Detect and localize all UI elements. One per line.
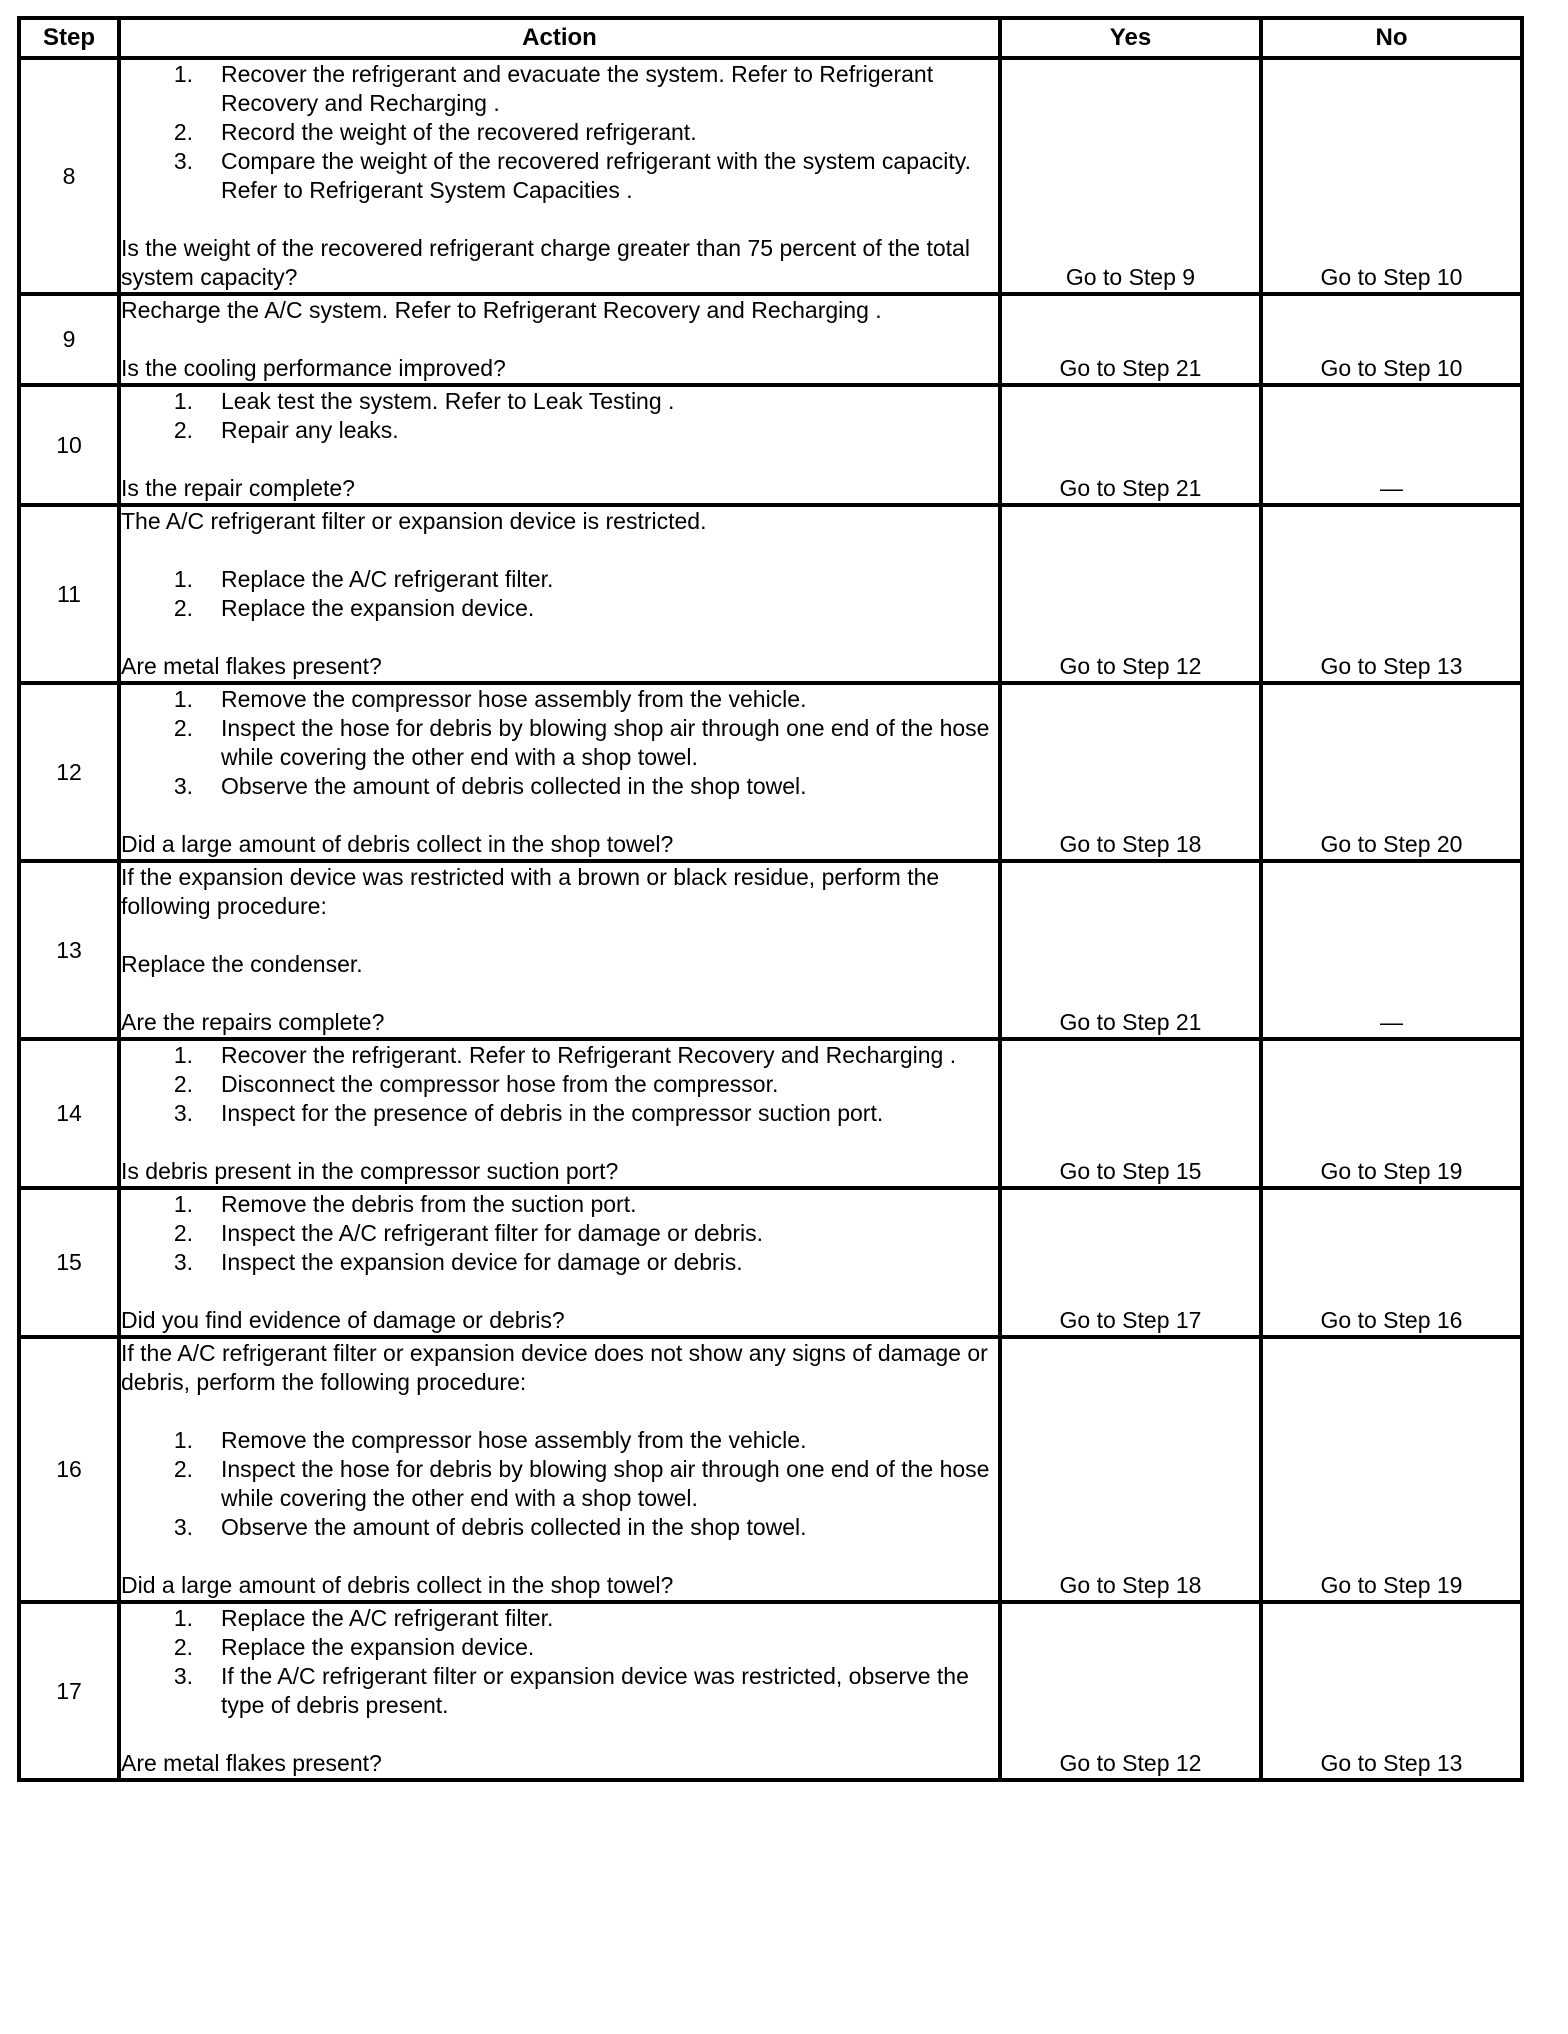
step-question: Did you find evidence of damage or debris?: [121, 1307, 565, 1333]
step-question: Are the repairs complete?: [121, 1009, 385, 1035]
table-row: [19, 58, 1522, 294]
procedure-item-number: 1.: [173, 1191, 193, 1217]
procedure-item-text: Repair any leaks.: [221, 417, 399, 443]
procedure-item: [121, 1190, 998, 1219]
spacer: [121, 801, 998, 830]
procedure-item-text: Replace the A/C refrigerant filter.: [221, 1605, 554, 1631]
procedure-item-text: Observe the amount of debris collected in the shop towel.: [221, 773, 807, 799]
procedure-item: [121, 594, 998, 623]
procedure-item-text: Recover the refrigerant and evacuate the system. Refer to Refrigerant Recovery and Recharging .: [221, 61, 934, 116]
action-cell: [119, 1602, 1000, 1780]
procedure-item-number: 1.: [173, 1042, 193, 1068]
procedure-list: [121, 60, 998, 205]
step-question: Are metal flakes present?: [121, 1750, 382, 1776]
yes-result: Go to Step 12: [1000, 1602, 1261, 1780]
no-result: —: [1261, 385, 1522, 505]
procedure-item-number: 2.: [173, 1456, 193, 1482]
spacer: [121, 445, 998, 474]
step-number: 11: [19, 505, 119, 683]
spacer: [121, 325, 998, 354]
procedure-item-number: 1.: [173, 686, 193, 712]
procedure-item-text: Disconnect the compressor hose from the compressor.: [221, 1071, 779, 1097]
step-question: Did a large amount of debris collect in the shop towel?: [121, 831, 674, 857]
procedure-item: [121, 714, 998, 772]
step-question: Did a large amount of debris collect in the shop towel?: [121, 1572, 674, 1598]
procedure-item: [121, 1426, 998, 1455]
procedure-item-number: 3.: [173, 1100, 193, 1126]
spacer: [121, 1277, 998, 1306]
procedure-item-number: 2.: [173, 417, 193, 443]
procedure-item: [121, 387, 998, 416]
spacer: [121, 536, 998, 565]
procedure-item-number: 1.: [173, 566, 193, 592]
action-cell: [119, 1188, 1000, 1337]
procedure-list: [121, 387, 998, 445]
header-yes: Yes: [1000, 18, 1261, 58]
yes-result: Go to Step 18: [1000, 1337, 1261, 1602]
header-step: Step: [19, 18, 119, 58]
action-paragraph: If the expansion device was restricted with a brown or black residue, perform the following procedure:: [121, 864, 940, 919]
no-result: Go to Step 13: [1261, 505, 1522, 683]
header-row: [19, 18, 1522, 58]
procedure-item-number: 1.: [173, 61, 193, 87]
table-row: [19, 861, 1522, 1039]
procedure-item-number: 2.: [173, 1220, 193, 1246]
no-result: Go to Step 16: [1261, 1188, 1522, 1337]
procedure-item: [121, 1219, 998, 1248]
action-paragraph: Replace the condenser.: [121, 951, 363, 977]
spacer: [121, 1542, 998, 1571]
procedure-item-number: 2.: [173, 715, 193, 741]
yes-result: Go to Step 12: [1000, 505, 1261, 683]
table-row: [19, 1039, 1522, 1188]
table-row: [19, 385, 1522, 505]
table-body: [19, 58, 1522, 1780]
procedure-item-text: Remove the debris from the suction port.: [221, 1191, 637, 1217]
table-header: [19, 18, 1522, 58]
procedure-item-text: Inspect the A/C refrigerant filter for damage or debris.: [221, 1220, 764, 1246]
action-paragraph: Recharge the A/C system. Refer to Refrigerant Recovery and Recharging .: [121, 297, 882, 323]
procedure-list: [121, 685, 998, 801]
diagnostic-table: [17, 16, 1524, 1782]
no-result: Go to Step 19: [1261, 1337, 1522, 1602]
procedure-item-text: Inspect the hose for debris by blowing shop air through one end of the hose while covering the other end with a shop towel.: [221, 1456, 990, 1511]
procedure-item-text: Remove the compressor hose assembly from the vehicle.: [221, 1427, 807, 1453]
procedure-item-number: 2.: [173, 1634, 193, 1660]
table-row: [19, 1188, 1522, 1337]
step-number: 13: [19, 861, 119, 1039]
procedure-item-number: 3.: [173, 773, 193, 799]
action-paragraph: If the A/C refrigerant filter or expansion device does not show any signs of damage or debris, perform the following procedure:: [121, 1340, 988, 1395]
procedure-item-number: 3.: [173, 148, 193, 174]
procedure-item: [121, 1070, 998, 1099]
action-cell: [119, 294, 1000, 385]
spacer: [121, 205, 998, 234]
spacer: [121, 1397, 998, 1426]
procedure-item-number: 2.: [173, 1071, 193, 1097]
procedure-list: [121, 565, 998, 623]
spacer: [121, 623, 998, 652]
procedure-item: [121, 565, 998, 594]
yes-result: Go to Step 17: [1000, 1188, 1261, 1337]
step-question: Are metal flakes present?: [121, 653, 382, 679]
table-row: [19, 1602, 1522, 1780]
procedure-item: [121, 60, 998, 118]
step-number: 9: [19, 294, 119, 385]
procedure-item-text: Record the weight of the recovered refrigerant.: [221, 119, 697, 145]
step-number: 14: [19, 1039, 119, 1188]
header-action: Action: [119, 18, 1000, 58]
procedure-list: [121, 1190, 998, 1277]
procedure-item-text: Observe the amount of debris collected in the shop towel.: [221, 1514, 807, 1540]
no-result: Go to Step 13: [1261, 1602, 1522, 1780]
procedure-item-text: If the A/C refrigerant filter or expansion device was restricted, observe the type of debris present.: [221, 1663, 969, 1718]
procedure-item-text: Replace the expansion device.: [221, 595, 535, 621]
no-result: Go to Step 19: [1261, 1039, 1522, 1188]
procedure-item-number: 3.: [173, 1663, 193, 1689]
procedure-item: [121, 1633, 998, 1662]
procedure-item-number: 2.: [173, 119, 193, 145]
action-cell: [119, 385, 1000, 505]
spacer: [121, 1128, 998, 1157]
yes-result: Go to Step 21: [1000, 294, 1261, 385]
table-row: [19, 1337, 1522, 1602]
yes-result: Go to Step 18: [1000, 683, 1261, 861]
procedure-item-number: 2.: [173, 595, 193, 621]
step-number: 10: [19, 385, 119, 505]
yes-result: Go to Step 9: [1000, 58, 1261, 294]
procedure-item-text: Inspect for the presence of debris in the compressor suction port.: [221, 1100, 884, 1126]
procedure-item-number: 1.: [173, 1427, 193, 1453]
header-no: No: [1261, 18, 1522, 58]
procedure-item: [121, 1248, 998, 1277]
procedure-item-number: 1.: [173, 388, 193, 414]
action-cell: [119, 58, 1000, 294]
procedure-item: [121, 1099, 998, 1128]
table-row: [19, 294, 1522, 385]
action-cell: [119, 683, 1000, 861]
step-question: Is the cooling performance improved?: [121, 355, 506, 381]
procedure-item: [121, 1513, 998, 1542]
table-row: [19, 505, 1522, 683]
step-question: Is the weight of the recovered refrigerant charge greater than 75 percent of the total system capacity?: [121, 235, 970, 290]
procedure-item: [121, 416, 998, 445]
procedure-item-text: Inspect the expansion device for damage or debris.: [221, 1249, 743, 1275]
procedure-item: [121, 1604, 998, 1633]
no-result: Go to Step 20: [1261, 683, 1522, 861]
action-cell: [119, 1039, 1000, 1188]
procedure-item: [121, 685, 998, 714]
procedure-item-text: Replace the A/C refrigerant filter.: [221, 566, 554, 592]
procedure-item-text: Leak test the system. Refer to Leak Testing .: [221, 388, 675, 414]
procedure-list: [121, 1426, 998, 1542]
procedure-list: [121, 1604, 998, 1720]
procedure-item: [121, 1041, 998, 1070]
step-number: 17: [19, 1602, 119, 1780]
procedure-item: [121, 118, 998, 147]
action-paragraph: The A/C refrigerant filter or expansion device is restricted.: [121, 508, 707, 534]
procedure-item: [121, 1662, 998, 1720]
action-cell: [119, 861, 1000, 1039]
yes-result: Go to Step 21: [1000, 385, 1261, 505]
yes-result: Go to Step 21: [1000, 861, 1261, 1039]
procedure-item-number: 3.: [173, 1514, 193, 1540]
step-number: 12: [19, 683, 119, 861]
procedure-item: [121, 147, 998, 205]
yes-result: Go to Step 15: [1000, 1039, 1261, 1188]
no-result: —: [1261, 861, 1522, 1039]
procedure-list: [121, 1041, 998, 1128]
step-question: Is the repair complete?: [121, 475, 355, 501]
step-number: 8: [19, 58, 119, 294]
procedure-item-text: Recover the refrigerant. Refer to Refrigerant Recovery and Recharging .: [221, 1042, 957, 1068]
procedure-item-text: Inspect the hose for debris by blowing shop air through one end of the hose while covering the other end with a shop towel.: [221, 715, 990, 770]
table-row: [19, 683, 1522, 861]
step-question: Is debris present in the compressor suction port?: [121, 1158, 619, 1184]
procedure-item: [121, 1455, 998, 1513]
procedure-item-text: Replace the expansion device.: [221, 1634, 535, 1660]
no-result: Go to Step 10: [1261, 58, 1522, 294]
procedure-item-text: Compare the weight of the recovered refrigerant with the system capacity. Refer to Refrigerant System Capacities .: [221, 148, 971, 203]
procedure-item-text: Remove the compressor hose assembly from the vehicle.: [221, 686, 807, 712]
spacer: [121, 921, 998, 950]
action-cell: [119, 505, 1000, 683]
spacer: [121, 1720, 998, 1749]
procedure-item-number: 1.: [173, 1605, 193, 1631]
step-number: 15: [19, 1188, 119, 1337]
action-cell: [119, 1337, 1000, 1602]
no-result: Go to Step 10: [1261, 294, 1522, 385]
spacer: [121, 979, 998, 1008]
procedure-item: [121, 772, 998, 801]
procedure-item-number: 3.: [173, 1249, 193, 1275]
step-number: 16: [19, 1337, 119, 1602]
